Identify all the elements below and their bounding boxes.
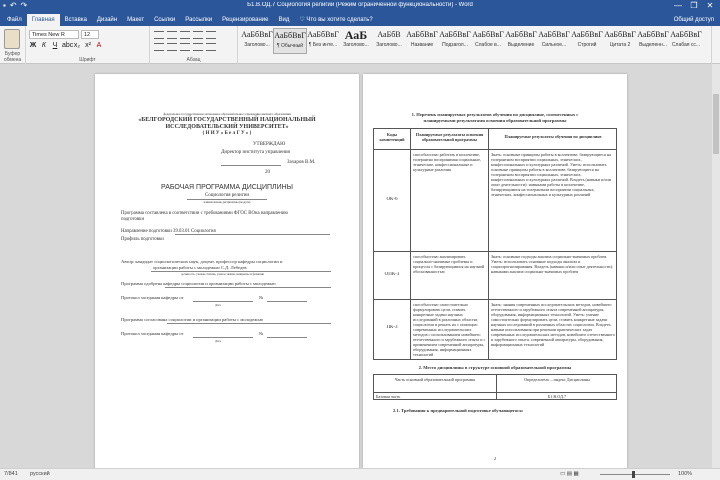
undo-icon[interactable]: ↶ [9,1,17,10]
font-format-row [29,42,103,49]
row-1-result: способностью работать в коллективе, толерантно воспринимая социальные, этнические, конфессиональные и культурные различия [413,152,481,172]
ribbon [0,26,720,64]
style-sample: АаБбВвГ [571,30,603,39]
protocol-1-number-label: № [259,295,264,300]
structure-header-part: Часть основной образовательной программы [394,377,476,382]
close-button[interactable]: ✕ [706,1,714,10]
author-line-2: организации работы с молодежью С.Д. Лебедев [153,265,247,270]
style-sample: АаБбВвГ [604,30,636,39]
style-name: ¶ Обычный [276,43,304,49]
doc-title: РАБОЧАЯ ПРОГРАММА ДИСЦИПЛИНЫ [161,184,293,191]
structure-value-part: Базовая часть [376,394,401,399]
style-sample: АаБбВвГ [439,30,471,39]
university-line-3: ( Н И У « Б е л Г У » ) [202,131,252,136]
table-row-divider [374,392,616,393]
table-header-result: Планируемые результаты освоения образовательной программы [415,132,484,142]
style-intense-quote[interactable] [636,28,670,54]
discipline-name: Социология религии [204,193,250,198]
style-name: Название [410,42,434,48]
minimize-button[interactable]: — [674,1,682,10]
tab-design[interactable]: Дизайн [96,17,118,23]
table-row-divider [374,251,616,252]
paragraph-group-label: Абзац [186,57,201,63]
discipline-hint: наименование дисциплины (модуля) [203,200,251,204]
tell-me-search[interactable]: ♡ Что вы хотите сделать? [299,17,373,23]
style-name: Сильное... [541,42,567,48]
style-sample: АаБбВвГ [307,30,339,39]
approved-underline [165,287,331,288]
style-name: Заголово... [244,42,270,48]
style-name: Выделение [507,42,535,48]
style-name: Заголово... [376,42,402,48]
zoom-level[interactable]: 100% [678,471,693,477]
direction-line: Направление подготовки 39.03.01 Социология [121,229,216,234]
read-mode-icon[interactable]: ▭ ▤ ▦ [560,471,579,477]
indent-icon[interactable] [193,31,203,39]
university-line-2: ИССЛЕДОВАТЕЛЬСКИЙ УНИВЕРСИТЕТ» [165,124,289,130]
structure-table [373,374,617,400]
program-line-1: Программа составлена в соответствии с требованиями ФГОС ВОна направлению [121,211,288,216]
style-name: Заголово... [343,42,369,48]
bullet-list-icon[interactable] [154,31,164,39]
save-icon[interactable]: ▪ [3,1,6,10]
author-hint: должность, ученая степень, ученое звание, инициалы и фамилия [181,272,264,276]
style-intense-emphasis[interactable] [537,28,571,54]
style-heading-1[interactable] [240,28,274,54]
style-sample: АаБбВ [377,30,401,39]
language-indicator[interactable]: русский [30,471,50,477]
quick-access-toolbar [3,1,27,11]
style-name: Подзагол... [442,42,468,48]
style-name: Выделенн... [639,42,667,48]
text-color-icon[interactable]: A [96,42,102,49]
list-buttons [154,31,216,39]
vertical-scrollbar[interactable] [712,64,720,468]
page-number: 2 [493,456,497,461]
protocol-2-number-label: № [259,331,264,336]
protocol-2: Протокол заседания кафедры от [121,331,184,336]
agreed-underline [167,323,331,324]
title-bar [0,0,720,12]
signature-line [221,165,281,166]
status-bar [0,468,720,480]
style-subtle-emphasis[interactable] [471,28,505,54]
paragraph-group [150,26,238,64]
paste-icon[interactable] [4,29,20,49]
style-subtle-reference[interactable] [669,28,703,54]
justify-icon[interactable] [193,43,203,51]
protocol-1: Протокол заседания кафедры от [121,295,184,300]
zoom-slider[interactable] [600,474,670,475]
table-row-divider [374,299,616,300]
style-quote[interactable] [603,28,637,54]
strikethrough-icon[interactable]: abc [62,42,74,49]
structure-value-index: Б1.В.ОД.7 [547,394,567,399]
director-label: Директор института управления [221,150,290,155]
style-name: Слабая сс... [671,42,701,48]
section-1-heading-2: планируемыми результатами освоения образовательной программы [423,118,567,123]
protocol-2-date-line [193,337,253,338]
underline-icon[interactable]: Ч [52,42,58,49]
row-2-code: ОПК-3 [384,272,400,277]
ribbon-tabs [0,12,720,26]
program-line-2: подготовки [121,217,145,222]
clipboard-group [0,26,26,64]
table-col-divider [488,129,489,359]
protocol-1-date-line [193,301,253,302]
multilevel-list-icon[interactable] [180,31,190,39]
profile-line: Профиль подготовки [121,237,164,242]
style-sample: АаБбВвГ [505,30,537,39]
table-header-code: Коды компетенций [379,132,405,142]
font-group [26,26,150,64]
style-sample: АаБбВвГ [472,30,504,39]
window-title: Б1.В.ОД.7 Социология религии (Режим ограниченной функциональности) - Word [247,2,473,8]
style-sample: АаБбВвГ [670,30,702,39]
tab-view[interactable]: Вид [278,17,290,23]
window-controls [670,0,718,12]
approve-label: УТВЕРЖДАЮ [253,142,286,147]
document-page-1[interactable] [95,74,359,468]
style-name: Слабое в... [475,42,501,48]
styles-gallery [238,26,712,64]
style-subtitle[interactable] [438,28,472,54]
table-col-divider [410,129,411,359]
ministry-line: федеральное государственное автономное образовательное учреждение высшего образования [163,112,291,116]
style-sample: АаБбВвГ [274,31,306,40]
numbered-list-icon[interactable] [167,31,177,39]
superscript-icon[interactable]: x² [85,42,91,49]
protocol-1-number-line [267,301,307,302]
scrollbar-thumb[interactable] [713,94,719,154]
protocol-1-date-hint: Дата [215,303,221,307]
style-strong[interactable] [570,28,604,54]
style-name: Цитата 2 [609,42,631,48]
style-sample: АаБбВвГ [538,30,570,39]
row-2-result: способностью анализировать социально-значимые проблемы и процессы с базирующимися на научной обоснованностью [413,254,485,274]
style-sample: АаБбВвГ [406,30,438,39]
page-count[interactable]: 7/841 [4,471,18,477]
align-buttons [154,43,216,51]
align-right-icon[interactable] [180,43,190,51]
tab-insert[interactable]: Вставка [64,17,87,23]
style-emphasis[interactable] [504,28,538,54]
document-page-2[interactable] [363,74,627,468]
approved-line: Программа одобрена кафедры социологии и организации работы с молодежью [121,281,276,286]
clipboard-group-label: Буфер обмена [3,51,22,63]
style-no-spacing[interactable] [306,28,340,54]
section-2-1-heading: 2.1. Требования к предварительной подготовке обучающегося: [393,408,524,413]
zoom-slider-knob[interactable] [632,471,635,478]
redo-icon[interactable]: ↷ [20,1,28,10]
approve-year: 20 [265,170,270,175]
tab-file[interactable]: Файл [7,17,22,23]
tab-layout[interactable]: Макет [127,17,145,23]
sort-icon[interactable] [206,31,216,39]
italic-icon[interactable]: К [41,42,47,49]
font-group-label: Шрифт [79,57,96,63]
agreed-line: Программа согласована социологии и организации работы с молодежью [121,317,264,322]
style-title[interactable] [405,28,439,54]
table-row-divider [374,149,616,150]
share-button[interactable]: Общий доступ [673,17,714,23]
font-size-select[interactable]: 12 [81,30,99,39]
bold-icon[interactable]: Ж [29,42,37,49]
protocol-2-number-line [267,337,307,338]
tab-references[interactable]: Ссылки [154,17,176,23]
document-workspace[interactable] [0,64,720,468]
style-heading-2[interactable] [372,28,406,54]
style-name: ¶ Без инте... [308,42,338,48]
style-name: Строгий [577,42,597,48]
align-center-icon[interactable] [167,43,177,51]
style-sample: АаБбВвГ [241,30,273,39]
row-3-result: способностью самостоятельно формулировать цели, ставить конкретные задачи научных исследований в различных областях социологии и решать их с помощью современных исследовательских методов с использованием новейшего отечественного и зарубежного опыта и с применением современной аппаратуры, оборудования, информационных технологий [413,302,486,357]
protocol-2-date-hint: Дата [215,339,221,343]
signer-name: Захаров В.М. [287,160,316,165]
competencies-table [373,128,617,360]
row-2-learn: Знать: основные подходы анализа социально-значимых проблем. Уметь: использовать основные подходы анализа и социопрогнозирования. Владеть (навыки и/или опыт деятельности): навыками анализа социально-значимых проблем [491,254,614,274]
author-line-1: Автор: кандидат социологических наук, доцент, профессор кафедры социологии и [121,259,283,264]
row-1-code: ОК-6 [386,197,398,202]
font-name-select[interactable]: Times New R [29,30,79,39]
row-3-learn: Знать: знания современных исследовательских методов, новейшего отечественного и зарубежного опыта современной аппаратуры, оборудования, информационных технологий. Уметь: умение самостоятельно формулировать цели, ставить конкретные задачи научных исследований в различных областях социологии. Владеть: навыки использования при решении практических задач современных исследовательских методов, новейшего отечественного и зарубежного опыта, современной аппаратуры, оборудования, информационных технологий [491,302,615,347]
tab-mailings[interactable]: Рассылки [185,17,213,23]
style-sample: АаБ [344,28,368,42]
table-header-learn: Планируемые результаты обучения по дисциплине [504,134,602,139]
section-2-heading: 2. Место дисциплины в структуре основной образовательной программы [418,365,572,370]
row-1-learn: Знать: основные принципы работы в коллективе, базирующиеся на толерантном восприятии социальных, этнических, конфессиональных и культурных различий. Уметь: использовать основные принципы работы в коллективе, базирующиеся на толерантном восприятии социальных, этнических, конфессиональных и культурных различий. Владеть (навыки и/или опыт деятельности): навыками работы в коллективе, базирующимися на толерантном восприятии социальных, этнических, конфессиональных и культурных различий [491,152,612,197]
university-line-1: «БЕЛГОРОДСКИЙ ГОСУДАРСТВЕННЫЙ НАЦИОНАЛЬНЫЙ [138,117,316,123]
section-1-heading-1: 1. Перечень планируемых результатов обучения по дисциплине, соотнесенных с [411,112,579,117]
line-spacing-icon[interactable] [206,43,216,51]
structure-header-index: Определитель – индекс Дисциплины [524,377,590,382]
table-col-divider [496,375,497,399]
direction-underline [175,234,330,235]
row-3-code: ПК-3 [386,325,398,330]
maximize-button[interactable]: ❐ [690,1,698,10]
tab-review[interactable]: Рецензирование [222,17,269,23]
align-left-icon[interactable] [154,43,164,51]
tab-home[interactable]: Главная [27,14,60,26]
style-normal[interactable] [273,28,307,54]
subscript-icon[interactable]: x₂ [73,42,81,49]
style-heading-big[interactable] [339,28,373,54]
style-sample: АаБбВвГ [637,30,669,39]
